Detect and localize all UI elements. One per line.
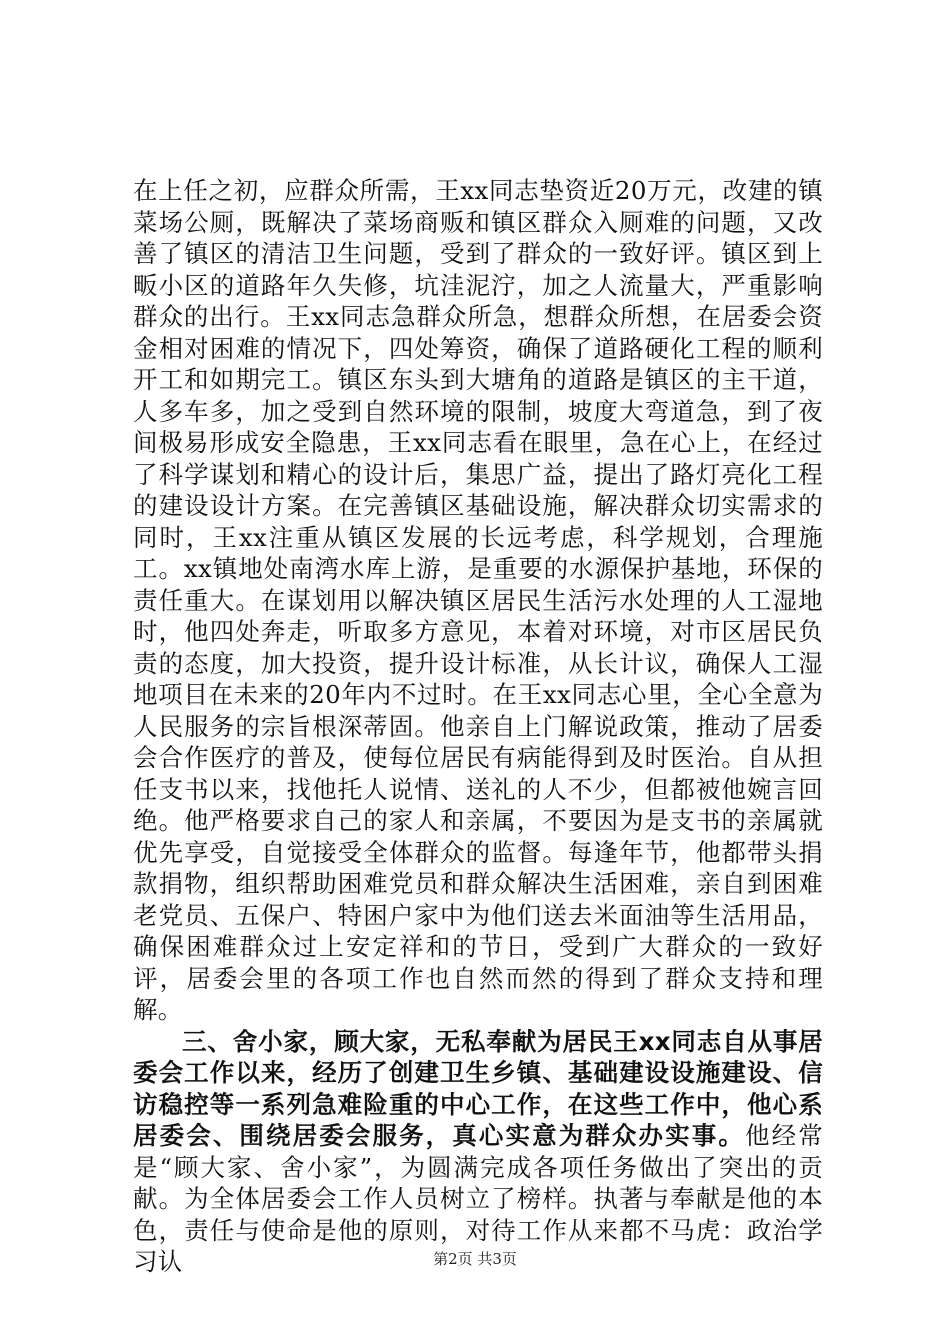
- paragraph-section-three: [133, 1026, 823, 1278]
- section-three-heading-text: 三、舍小家，顾大家，无私奉献为居民王xx同志自从事居委会工作以来，经历了创建卫生乡镇、基础建设设施建设、信访稳控等一系列急难险重的中心工作，在这些工作中，他心系居委会、围绕居委会服务，真心实意为群众办实事。: [133, 1026, 823, 1150]
- section-three-body-text: 他经常是“顾大家、舍小家”，为圆满完成各项任务做出了突出的贡献。为全体居委会工作人员树立了榜样。执著与奉献是他的本色，责任与使命是他的原则，对待工作从来都不马虎：政治学习认: [133, 1121, 823, 1276]
- document-body: [133, 175, 823, 1278]
- paragraph-infrastructure: 在上任之初，应群众所需，王xx同志垫资近20万元，改建的镇菜场公厕，既解决了菜场商贩和镇区群众入厕难的问题，又改善了镇区的清洁卫生问题，受到了群众的一致好评。镇区到上畈小区的道路年久失修，坑洼泥泞，加之人流量大，严重影响群众的出行。王xx同志急群众所急，想群众所想，在居委会资金相对困难的情况下，四处筹资，确保了道路硬化工程的顺利开工和如期完工。镇区东头到大塘角的道路是镇区的主干道，人多车多，加之受到自然环境的限制，坡度大弯道急，到了夜间极易形成安全隐患，王xx同志看在眼里，急在心上，在经过了科学谋划和精心的设计后，集思广益，提出了路灯亮化工程的建设设计方案。在完善镇区基础设施，解决群众切实需求的同时，王xx注重从镇区发展的长远考虑，科学规划，合理施工。xx镇地处南湾水库上游，是重要的水源保护基地，环保的责任重大。在谋划用以解决镇区居民生活污水处理的人工湿地时，他四处奔走，听取多方意见，本着对环境，对市区居民负责的态度，加大投资，提升设计标准，从长计议，确保人工湿地项目在未来的20年内不过时。在王xx同志心里，全心全意为人民服务的宗旨根深蒂固。他亲自上门解说政策，推动了居委会合作医疗的普及，使每位居民有病能得到及时医治。自从担任支书以来，找他托人说情、送礼的人不少，但都被他婉言回绝。他严格要求自己的家人和亲属，不要因为是支书的亲属就优先享受，自觉接受全体群众的监督。每逢年节，他都带头捐款捐物，组织帮助困难党员和群众解决生活困难，亲自到困难老党员、五保户、特困户家中为他们送去米面油等生活用品，确保困难群众过上安定祥和的节日，受到广大群众的一致好评，居委会里的各项工作也自然而然的得到了群众支持和理解。: [133, 176, 823, 1024]
- page-number-footer: 第2页 共3页: [433, 1250, 517, 1268]
